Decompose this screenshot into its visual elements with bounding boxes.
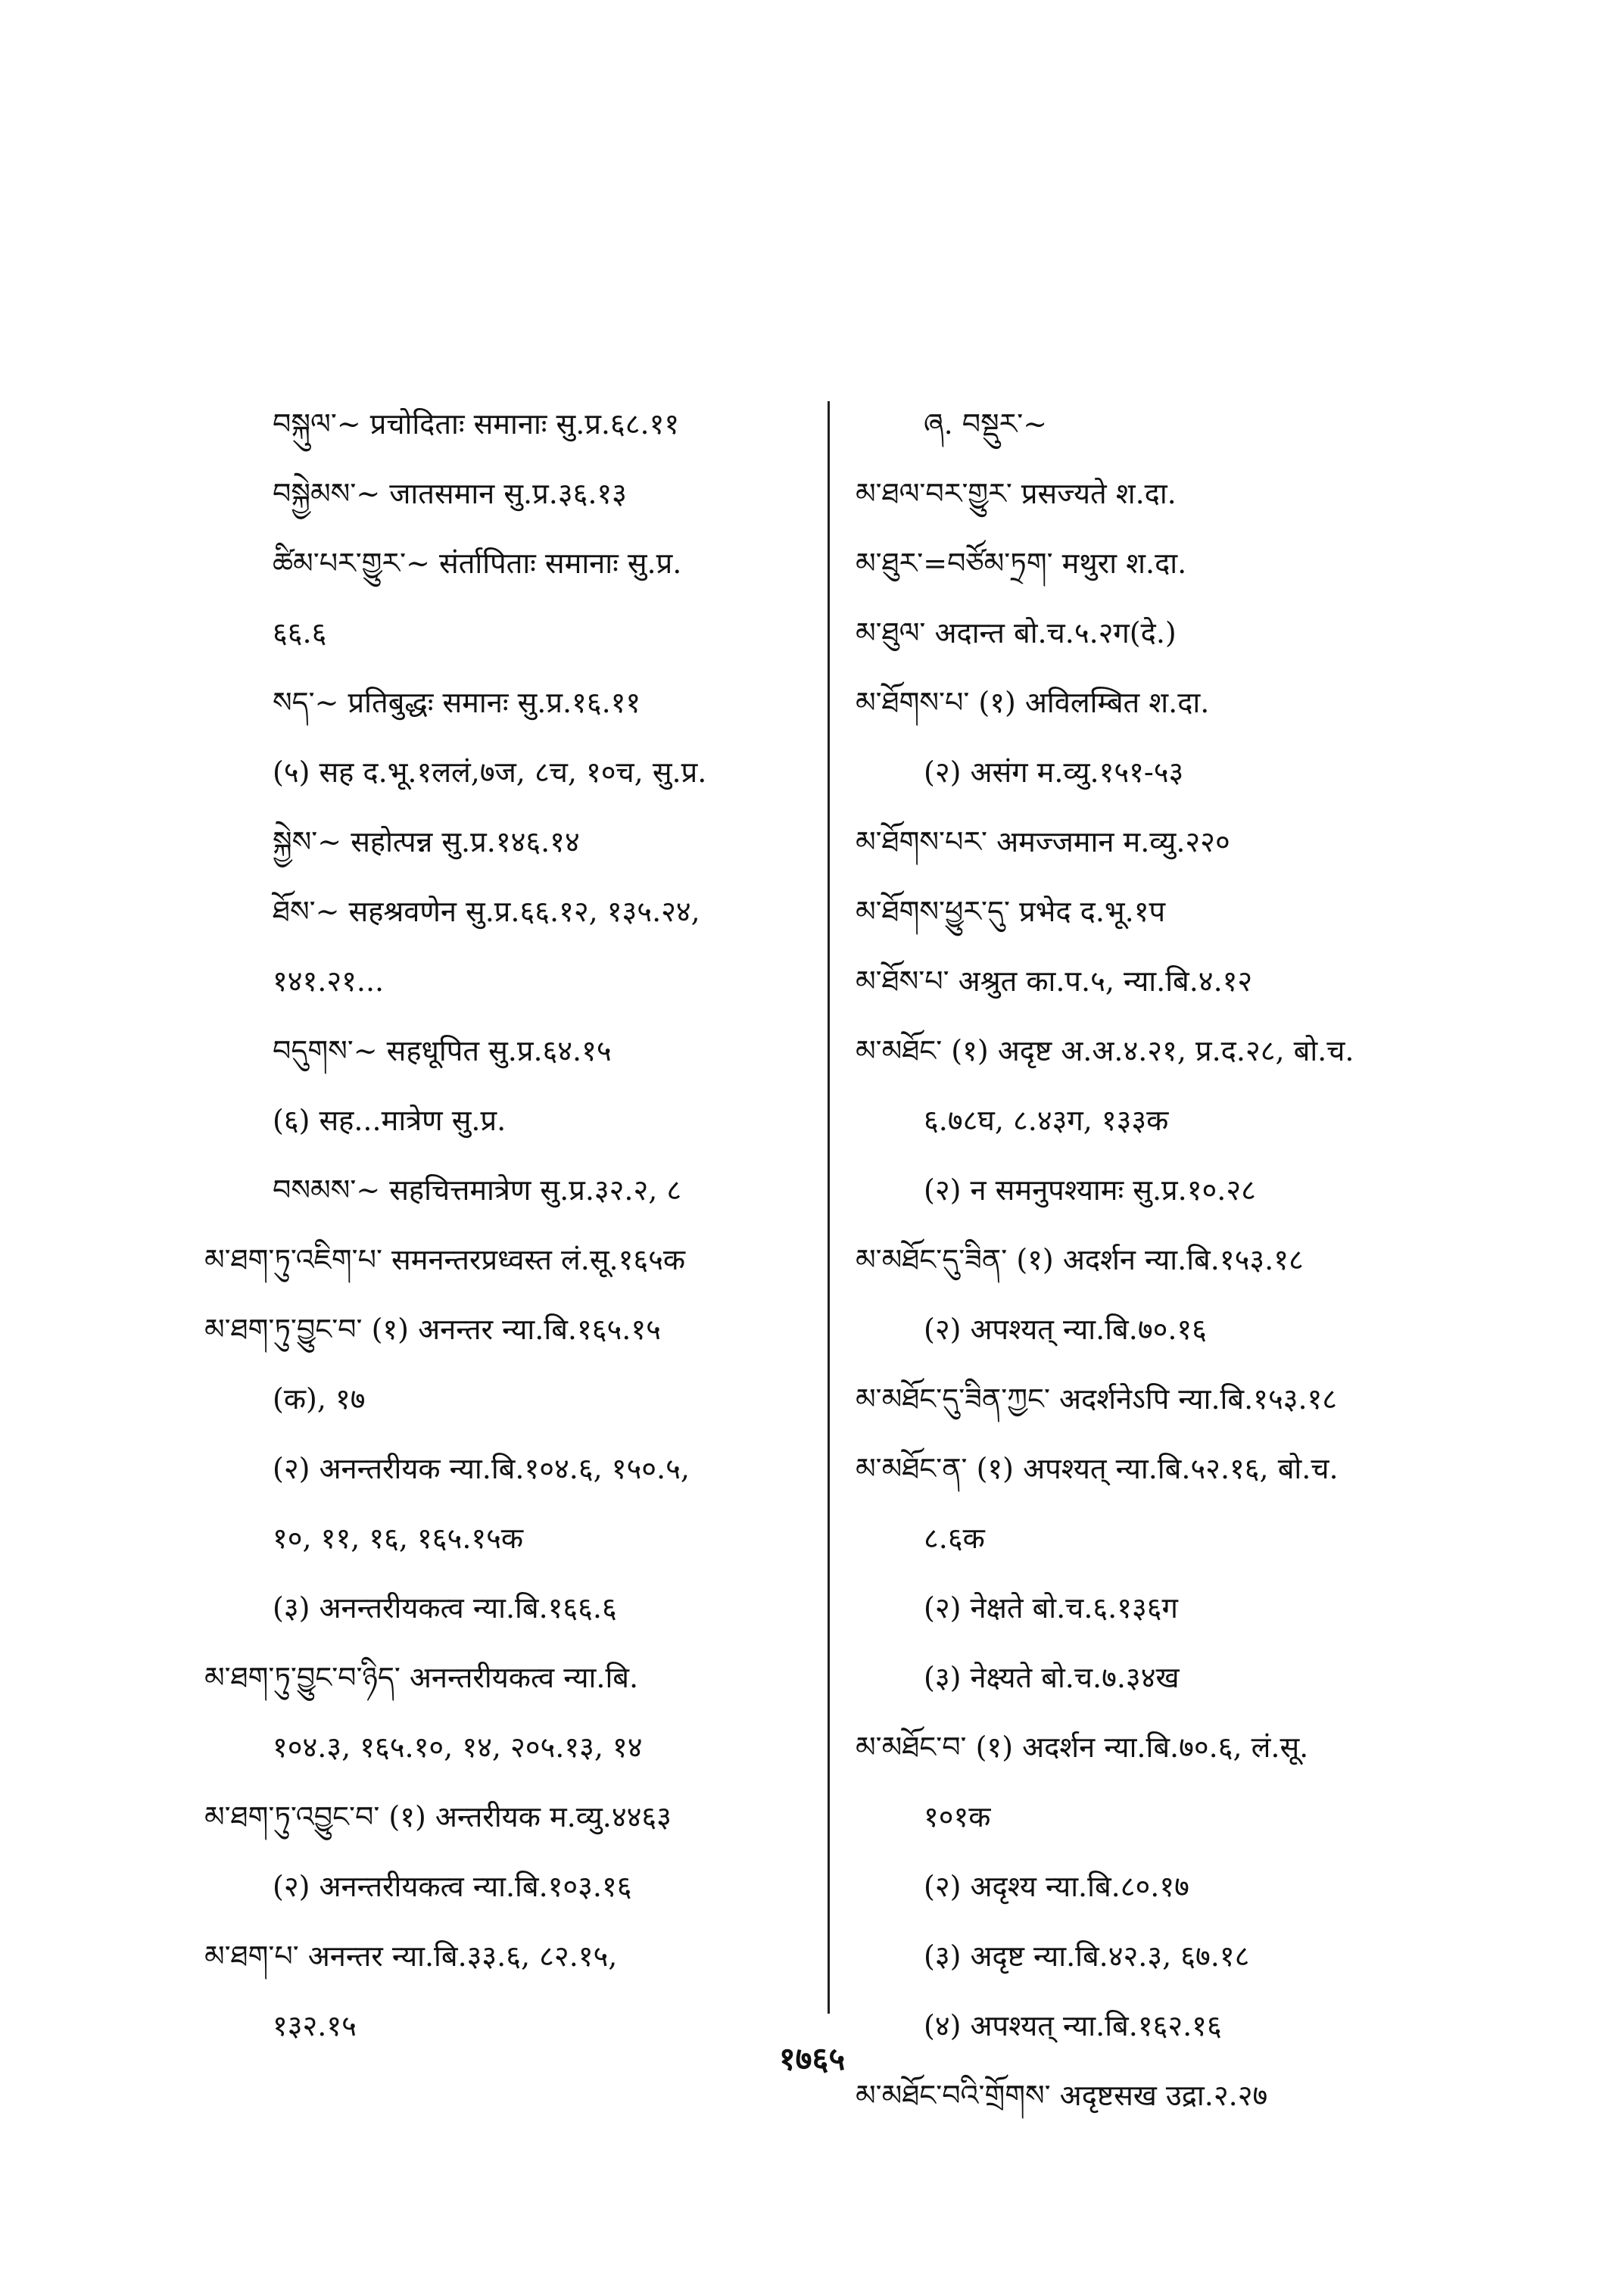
entry-line: མ་ཐག་ཏུ་འབྱུང་བ་ (१) अन्तरीयक म.व्यु.४४६३ bbox=[204, 1800, 672, 1834]
entry-line: (३) अनन्तरीयकत्व न्या.बि.१६६.६ bbox=[273, 1591, 617, 1625]
entry-line: (४) अपश्यत् न्या.बि.१६२.१६ bbox=[924, 2009, 1222, 2043]
entry-line: མ་ཐུར་=བཙོམ་ཏྲག་ मथुरा श.दा. bbox=[856, 547, 1187, 581]
entry-line: མ་ཐག་ཏུ་བྱུང་བ་ (१) अनन्तर न्या.बि.१६५.१५ bbox=[204, 1313, 661, 1347]
entry-line: १०, ११, १६, १६५.१५क bbox=[273, 1522, 524, 1556]
entry-line: མ་མཐོང་བའི་གྲོགས་ अदृष्टसख उद्रा.२.२७ bbox=[856, 2079, 1268, 2113]
entry-line: སྐྱེས་~ सहोत्पन्न सु.प्र.१४६.१४ bbox=[273, 825, 580, 859]
entry-line: མ་ཐག་ཏུ་བྱུང་བ་ཉིད་ अनन्तरीयकत्व न्या.बि. bbox=[204, 1661, 639, 1695]
entry-line: (२) अपश्यत् न्या.बि.७०.१६ bbox=[924, 1313, 1207, 1347]
entry-line: (२) असंग म.व्यु.१५१-५३ bbox=[924, 756, 1184, 790]
entry-line: སད་~ प्रतिबुद्धः समानः सु.प्र.१६.११ bbox=[273, 686, 641, 720]
entry-line: (क), १७ bbox=[273, 1382, 366, 1416]
entry-line: མ་ཐུལ་ अदान्त बो.च.५.२ग(दे.) bbox=[856, 616, 1177, 650]
column-divider bbox=[828, 401, 830, 2014]
entry-line: १०४.३, १६५.१०, १४, २०५.१३, १४ bbox=[273, 1731, 643, 1765]
entry-line: མ་ཐལ་བར་གྱུར་ प्रसज्यते श.दा. bbox=[856, 477, 1177, 511]
entry-line: ६.७८घ, ८.४३ग, १३३क bbox=[924, 1104, 1169, 1138]
entry-line: མ་ཐོགས་ཕྱུར་དུ་ प्रभेद द.भू.१प bbox=[856, 895, 1166, 929]
entry-line: མ་ཐག་ཏུ་འཇིག་པ་ समनन्तरप्रध्वस्त लं.सू.१६५क bbox=[204, 1243, 686, 1277]
entry-line: བསྐུལ་~ प्रचोदिताः समानाः सु.प्र.६८.११ bbox=[273, 407, 680, 441]
entry-line: མ་མཐོང་ན་ (१) अपश्यत् न्या.बि.५२.१६, बो.च. bbox=[856, 1452, 1339, 1486]
entry-line: (५) सह द.भू.१ललं,७ज, ८च, १०च, सु.प्र. bbox=[273, 756, 707, 790]
entry-line: ཐོས་~ सहश्रवणेन सु.प्र.६६.१२, १३५.२४, bbox=[273, 895, 700, 929]
entry-line: (६) सह...मात्रेण सु.प्र. bbox=[273, 1104, 507, 1138]
right-column bbox=[856, 390, 1476, 2131]
entry-line: ཞ. བསྡུར་~ bbox=[924, 407, 1048, 441]
entry-line: (२) अदृश्य न्या.बि.८०.१७ bbox=[924, 1870, 1189, 1904]
entry-line: ཚིམ་པར་གྱུར་~ संर्तापिताः समानाः सु.प्र. bbox=[273, 547, 682, 581]
entry-line: བདུགས་~ सहधूपित सु.प्र.६४.१५ bbox=[273, 1034, 612, 1068]
entry-line: (२) अनन्तरीयकत्व न्या.बि.१०३.१६ bbox=[273, 1870, 632, 1904]
entry-line: མ་ཐོགས་པ་ (१) अविलम्बित श.दा. bbox=[856, 686, 1210, 720]
entry-line: (२) न समनुपश्यामः सु.प्र.१०.२८ bbox=[924, 1173, 1256, 1207]
entry-line: (२) नेक्षते बो.च.६.१३६ग bbox=[924, 1591, 1178, 1625]
entry-line: མ་མཐོང་དུ་ཟིན་ཀྱང་ अदर्शनेऽपि न्या.बि.१५३.१८ bbox=[856, 1382, 1338, 1416]
entry-line: (३) नेक्ष्यते बो.च.७.३४ख bbox=[924, 1661, 1180, 1695]
entry-line: १४१.२१... bbox=[273, 964, 385, 999]
left-column bbox=[204, 390, 810, 2061]
entry-line: བསམས་~ सहचित्तमात्रेण सु.प्र.३२.२, ८ bbox=[273, 1173, 682, 1207]
entry-line: མ་ཐོས་པ་ अश्रुत का.प.५, न्या.बि.४.१२ bbox=[856, 964, 1253, 999]
entry-line: མ་ཐོགས་པར་ अमज्जमान म.व्यु.२२० bbox=[856, 825, 1230, 859]
entry-line: མ་ཐག་པ་ अनन्तर न्या.बि.३३.६, ८२.१५, bbox=[204, 1939, 618, 1974]
entry-line: (३) अदृष्ट न्या.बि.४२.३, ६७.१८ bbox=[924, 1939, 1250, 1974]
entry-line: ६६.६ bbox=[273, 616, 327, 650]
entry-line: མ་མཐོང་བ་ (१) अदर्शन न्या.बि.७०.६, लं.सू. bbox=[856, 1731, 1309, 1765]
entry-line: १०१क bbox=[924, 1800, 991, 1834]
entry-line: ८.६क bbox=[924, 1522, 985, 1556]
entry-line: (२) अनन्तरीयक न्या.बि.१०४.६, १५०.५, bbox=[273, 1452, 690, 1486]
entry-line: མ་མཐོང་ (१) अदृष्ट अ.अ.४.२१, प्र.द.२८, बो.च. bbox=[856, 1034, 1354, 1068]
entry-line: १३२.१५ bbox=[273, 2009, 357, 2043]
entry-line: མ་མཐོང་དུ་ཟིན་ (१) अदर्शन न्या.बि.१५३.१८ bbox=[856, 1243, 1304, 1277]
entry-line: བསྐྱེམས་~ जातसमान सु.प्र.३६.१३ bbox=[273, 477, 627, 511]
page-number: १७६५ bbox=[778, 2040, 846, 2077]
